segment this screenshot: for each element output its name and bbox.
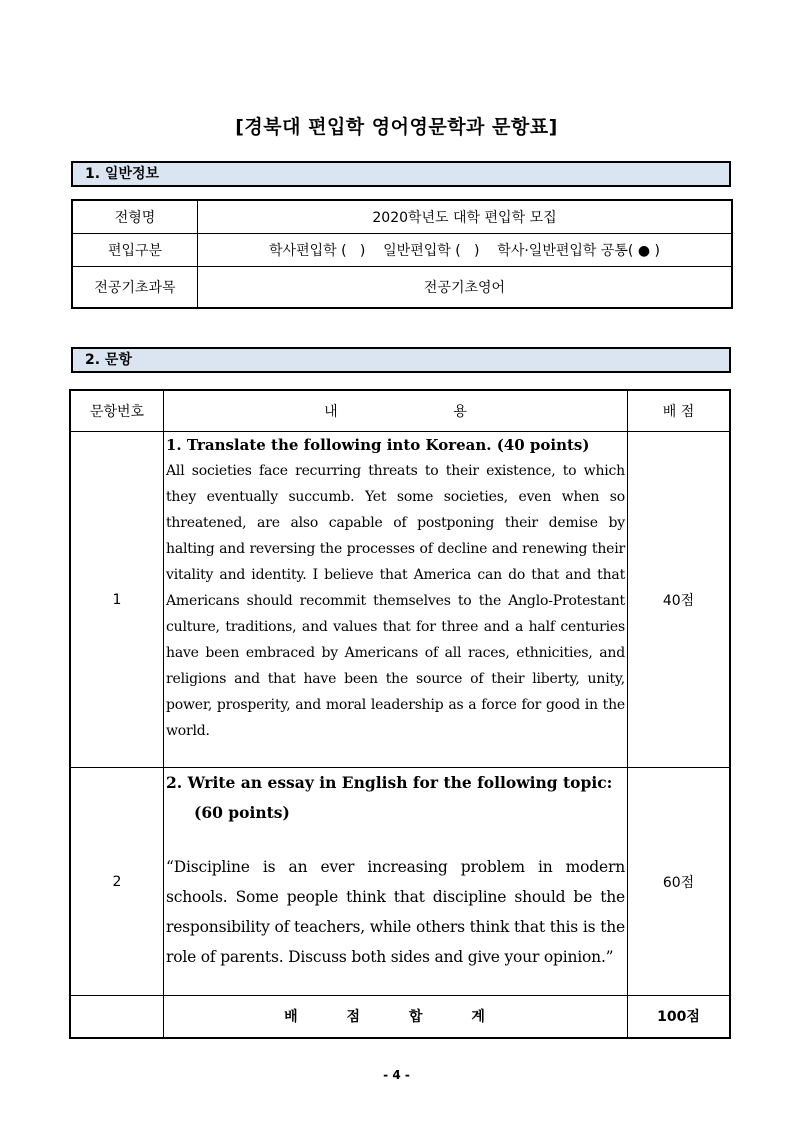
question-content <box>164 432 628 768</box>
info-label-subject: 전공기초과목 <box>72 267 198 309</box>
info-label-admission-type: 전형명 <box>72 200 198 234</box>
total-label: 배 점 합 계 <box>164 996 628 1038</box>
header-score: 배 점 <box>628 390 731 432</box>
section-general-info-header: 1. 일반정보 <box>71 161 731 187</box>
general-info-table <box>71 199 733 309</box>
question-heading-text: 2. Write an essay in English for the following topic: <box>166 773 613 792</box>
page-number: - 4 - <box>383 1068 410 1082</box>
table-row <box>72 267 732 309</box>
table-header-row <box>70 390 730 432</box>
question-heading-points: (60 points) <box>194 803 290 822</box>
total-value: 100점 <box>628 996 731 1038</box>
table-row <box>72 200 732 234</box>
question-heading: 1. Translate the following into Korean. (40 points) <box>166 436 590 454</box>
page-title: [경북대 편입학 영어영문학과 문항표] <box>235 116 558 138</box>
table-row <box>70 432 730 768</box>
info-value-admission-type: 2020학년도 대학 편입학 모집 <box>198 200 733 234</box>
question-score: 40점 <box>628 432 731 768</box>
total-row <box>70 996 730 1038</box>
question-passage: “Discipline is an ever increasing problem in modern schools. Some people think that discipline should be the responsibility of teachers, while others think that this is the role of parents. Discuss both sides and give your opinion.” <box>166 858 625 966</box>
info-value-subject: 전공기초영어 <box>198 267 733 309</box>
question-score: 60점 <box>628 768 731 996</box>
question-heading <box>166 768 625 828</box>
section-questions-header: 2. 문항 <box>71 347 731 373</box>
question-content <box>164 768 628 996</box>
table-row <box>72 234 732 267</box>
header-question-number: 문항번호 <box>70 390 164 432</box>
total-empty-cell <box>70 996 164 1038</box>
question-number: 2 <box>70 768 164 996</box>
questions-table <box>69 389 731 1039</box>
header-content: 내 용 <box>164 390 628 432</box>
info-label-transfer-category: 편입구분 <box>72 234 198 267</box>
question-passage: All societies face recurring threats to their existence, to which they eventually succumb. Yet some societies, even when so threatened, are also capable of postponing their demise by halting and reversing the processes of decline and renewing their vitality and identity. I believe that America can do that and that Americans should recommit themselves to the Anglo-Protestant culture, traditions, and values that for three and a half centuries have been embraced by Americans of all races, ethnicities, and religions and that have been the source of their liberty, unity, power, prosperity, and moral leadership as a force for good in the world. <box>166 463 625 739</box>
info-value-transfer-category: 학사편입학 ( ) 일반편입학 ( ) 학사·일반편입학 공통( ● ) <box>198 234 733 267</box>
table-row <box>70 768 730 996</box>
question-number: 1 <box>70 432 164 768</box>
